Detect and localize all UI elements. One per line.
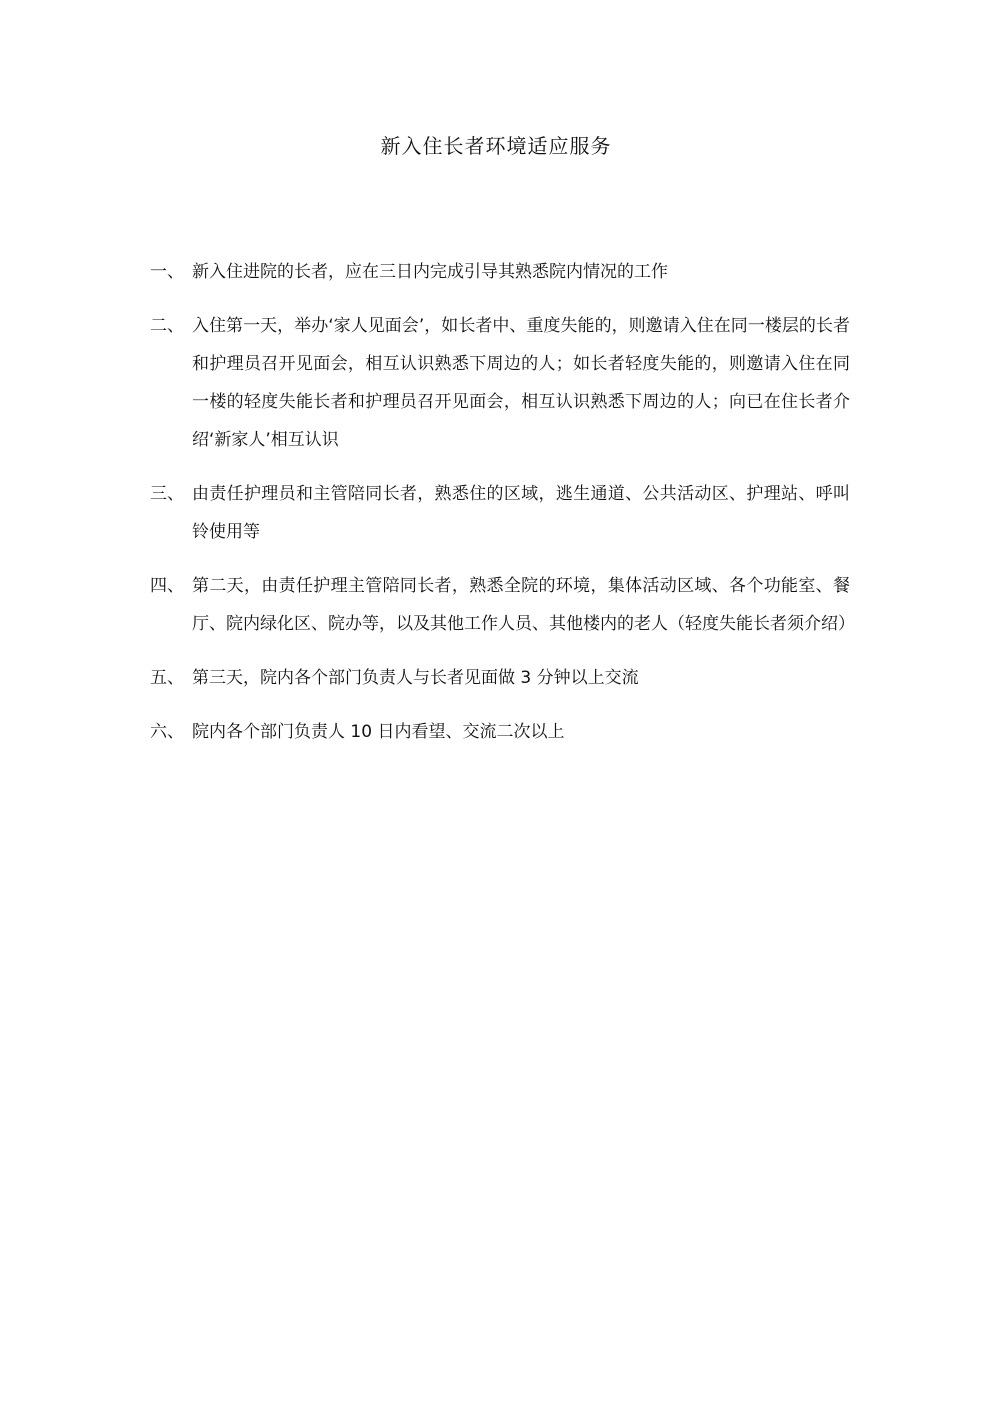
item-number: 二、 — [150, 316, 184, 336]
item-number: 三、 — [150, 484, 184, 504]
item-number: 五、 — [150, 668, 184, 688]
list-item — [150, 475, 850, 551]
item-number: 一、 — [150, 262, 184, 282]
list-item — [150, 253, 850, 291]
list-item — [150, 567, 855, 643]
item-text: 由责任护理员和主管陪同长者，熟悉住的区域，逃生通道、公共活动区、护理站、呼叫铃使用等 — [192, 484, 850, 542]
item-text: 入住第一天，举办‘家人见面会’，如长者中、重度失能的，则邀请入住在同一楼层的长者和护理员召开见面会，相互认识熟悉下周边的人；如长者轻度失能的，则邀请入住在同一楼的轻度失能长者和护理员召开见面会，相互认识熟悉下周边的人；向已在住长者介绍‘新家人’相互认识 — [192, 316, 850, 450]
document-title: 新入住长者环境适应服务 — [380, 134, 612, 158]
list-item — [150, 659, 850, 697]
item-text: 第二天，由责任护理主管陪同长者，熟悉全院的环境，集体活动区域、各个功能室、餐厅、院内绿化区、院办等，以及其他工作人员、其他楼内的老人（轻度失能长者须介绍） — [192, 576, 855, 634]
item-text: 院内各个部门负责人 10 日内看望、交流二次以上 — [192, 722, 565, 742]
item-text: 第三天，院内各个部门负责人与长者见面做 3 分钟以上交流 — [192, 668, 639, 688]
list-item — [150, 713, 850, 751]
service-item-list — [150, 253, 855, 767]
list-item — [150, 307, 850, 459]
item-text: 新入住进院的长者，应在三日内完成引导其熟悉院内情况的工作 — [192, 262, 668, 282]
item-number: 四、 — [150, 576, 184, 596]
item-number: 六、 — [150, 722, 184, 742]
